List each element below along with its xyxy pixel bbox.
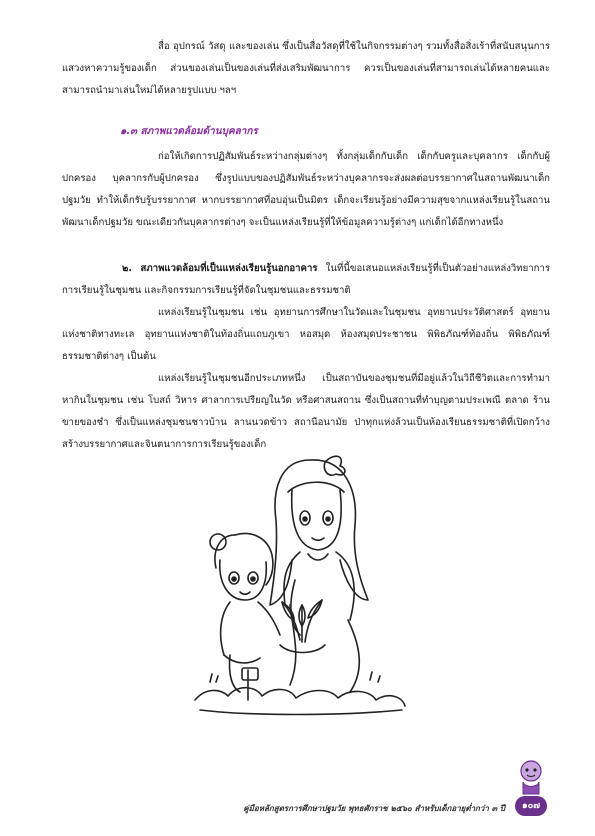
- paragraph-outdoor: [62, 258, 550, 302]
- footer-title: คู่มือหลักสูตรการศึกษาปฐมวัย พุทธศักราช ๒๕๖๐ สำหรับเด็กอายุต่ำกว่า ๓ ปี: [243, 804, 505, 813]
- heading-outdoor-learning: ๒. สภาพแวดล้อมที่เป็นแหล่งเรียนรู้นอกอาคาร: [122, 263, 318, 274]
- heading-personnel-environment: ๑.๓ สภาพแวดล้อมด้านบุคลากร: [120, 126, 258, 137]
- page-footer: [0, 786, 595, 836]
- paragraph-community-sources: แหล่งเรียนรู้ในชุมชน เช่น อุทยานการศึกษาในวัดและในชุมชน อุทยานประวัติศาสตร์ อุทยานแห่งชาติทางทะเล อุทยานแห่งชาติในท้องถิ่นแถบภูเขา หอสมุด ห้องสมุดประชาชน พิพิธภัณฑ์ท้องถิ่น พิพิธภัณฑ์ธรรมชาติต่างๆ เป็นต้น: [62, 307, 550, 362]
- paragraph-outdoor-text: ในที่นี้ขอเสนอแหล่งเรียนรู้ที่เป็นตัวอย่างแหล่งวิทยาการการเรียนรู้ในชุมชน และกิจกรรมการเรียนรู้ที่จัดในชุมชนและธรรมชาติ: [62, 263, 550, 296]
- page-number-badge: ๑๐๗: [515, 796, 547, 816]
- paragraph-personnel: ก่อให้เกิดการปฏิสัมพันธ์ระหว่างกลุ่มต่างๆ ทั้งกลุ่มเด็กกับเด็ก เด็กกับครูและบุคลากร เด็กกับผู้ปกครอง บุคลากรกับผู้ปกครอง ซึ่งรูปแบบของปฏิสัมพันธ์ระหว่างบุคลากรจะส่งผลต่อบรรยากาศในสถานพัฒนาเด็กปฐมวัย ทำให้เด็กรับรู้บรรยากาศ หากบรรยากาศที่อบอุ่นเป็นมิตร เด็กจะเรียนรู้อย่างมีความสุขจากแหล่งเรียนรู้ในสถานพัฒนาเด็กปฐมวัย ขณะเดียวกันบุคลากรต่างๆ จะเป็นแหล่งเรียนรู้ที่ให้ข้อมูลความรู้ต่างๆ แก่เด็กได้อีกทางหนึ่ง: [62, 151, 550, 228]
- paragraph-community-institutions: แหล่งเรียนรู้ในชุมชนอีกประเภทหนึ่ง เป็นสถาบันของชุมชนที่มีอยู่แล้วในวิถีชีวิตและการทำมาหากินในชุมชน เช่น โบสถ์ วิหาร ศาลาการเปรียญในวัด หรือศาสนสถาน ซึ่งเป็นสถานที่ทำบุญตามประเพณี ตลาด ร้านขายของชำ ซึ่งเป็นแหล่งชุมชนชาวบ้าน ลานนวดข้าว สถานีอนามัย ป่าทุกแห่งล้วนเป็นห้องเรียนธรรมชาติที่เปิดกว้างสร้างบรรยากาศและจินตนาการการเรียนรู้ของเด็ก: [62, 373, 550, 450]
- mother-and-child-planting-illustration: [190, 430, 410, 720]
- cartoon-child-mascot-icon: [517, 758, 545, 796]
- paragraph-media: สื่อ อุปกรณ์ วัสดุ และของเล่น ซึ่งเป็นสื่อวัสดุที่ใช้ในกิจกรรมต่างๆ รวมทั้งสื่อสิ่งเร้าที่สนับสนุนการแสวงหาความรู้ของเด็ก ส่วนของเล่นเป็นของเล่นที่ส่งเสริมพัฒนาการ ควรเป็นของเล่นที่สามารถเล่นได้หลายคนและสามารถนำมาเล่นใหม่ได้หลายรูปแบบ ฯลฯ: [62, 41, 550, 96]
